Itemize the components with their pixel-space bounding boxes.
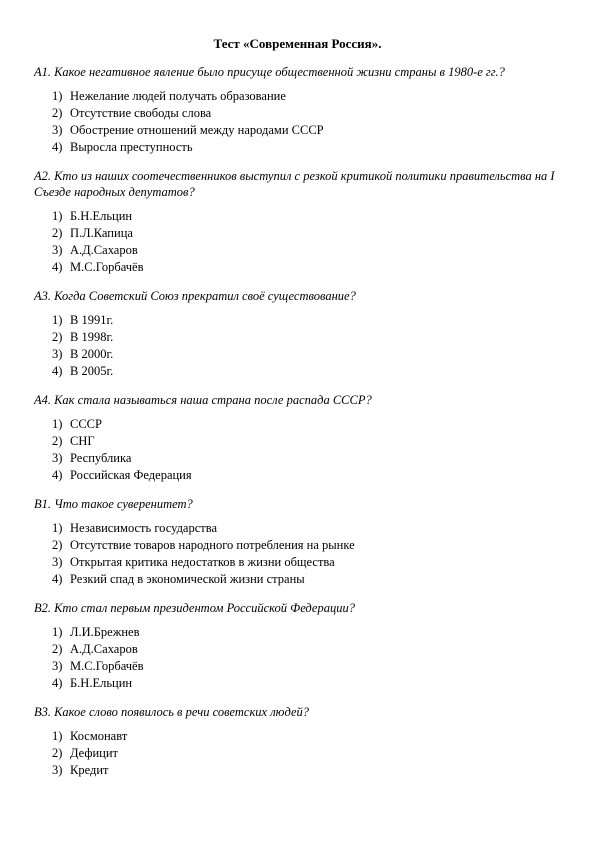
answer-text: В 1998г. [70,330,114,344]
answer-text: СНГ [70,434,95,448]
question-text: А3. Когда Советский Союз прекратил своё существование? [34,289,356,303]
answer-text: Республика [70,451,132,465]
answer-number: 1) [52,521,63,535]
answer-text: Резкий спад в экономической жизни страны [70,572,305,586]
question-text: В2. Кто стал первым президентом Российской Федерации? [34,601,355,615]
answer-number: 2) [52,106,63,120]
answer-text: В 1991г. [70,313,114,327]
question-list [34,64,564,791]
answer-list [34,728,564,779]
question-a1 [34,64,564,156]
answer-number: 3) [52,451,63,465]
answer-text: М.С.Горбачёв [70,260,144,274]
answer-list [34,312,564,380]
answer-text: М.С.Горбачёв [70,659,144,673]
question-text: В1. Что такое суверенитет? [34,497,193,511]
answer-option [52,450,564,467]
answer-option [52,571,564,588]
answer-number: 3) [52,243,63,257]
answer-number: 2) [52,538,63,552]
answer-option [52,728,564,745]
answer-option [52,658,564,675]
answer-text: Отсутствие товаров народного потребления на рынке [70,538,355,552]
answer-number: 2) [52,330,63,344]
answer-list [34,208,564,276]
answer-option [52,363,564,380]
answer-option [52,139,564,156]
answer-text: Космонавт [70,729,128,743]
page-title: Тест «Современная Россия». [213,36,382,51]
answer-option [52,467,564,484]
answer-text: Российская Федерация [70,468,192,482]
answer-option [52,259,564,276]
answer-option [52,745,564,762]
answer-option [52,762,564,779]
question-text: А2. Кто из наших соотечественников выступил с резкой критикой политики правительства на I Съезде народных депутатов? [34,169,555,199]
answer-option [52,329,564,346]
answer-number: 4) [52,676,63,690]
answer-number: 4) [52,140,63,154]
answer-number: 1) [52,313,63,327]
question-a4 [34,392,564,484]
answer-option [52,88,564,105]
question-text: В3. Какое слово появилось в речи советских людей? [34,705,310,719]
answer-option [52,312,564,329]
answer-text: А.Д.Сахаров [70,243,138,257]
answer-number: 3) [52,763,63,777]
answer-text: Нежелание людей получать образование [70,89,286,103]
question-b1 [34,496,564,588]
answer-text: Б.Н.Ельцин [70,209,133,223]
answer-number: 2) [52,746,63,760]
answer-number: 4) [52,260,63,274]
answer-number: 4) [52,468,63,482]
answer-option [52,122,564,139]
answer-option [52,641,564,658]
question-b2 [34,600,564,692]
answer-text: Л.И.Брежнев [70,625,140,639]
answer-number: 3) [52,347,63,361]
question-text: А4. Как стала называться наша страна после распада СССР? [34,393,372,407]
answer-option [52,624,564,641]
answer-number: 1) [52,89,63,103]
answer-number: 3) [52,555,63,569]
answer-text: Б.Н.Ельцин [70,676,133,690]
answer-list [34,624,564,692]
answer-option [52,537,564,554]
answer-list [34,416,564,484]
answer-text: П.Л.Капица [70,226,133,240]
answer-text: Выросла преступность [70,140,193,154]
answer-number: 1) [52,729,63,743]
answer-text: В 2000г. [70,347,114,361]
answer-list [34,520,564,588]
answer-text: Дефицит [70,746,119,760]
answer-number: 2) [52,226,63,240]
answer-text: Независимость государства [70,521,218,535]
answer-text: Кредит [70,763,109,777]
answer-list [34,88,564,156]
answer-number: 4) [52,572,63,586]
answer-option [52,346,564,363]
answer-number: 2) [52,642,63,656]
answer-option [52,105,564,122]
answer-option [52,433,564,450]
answer-option [52,520,564,537]
answer-number: 1) [52,209,63,223]
answer-text: Обострение отношений между народами СССР [70,123,324,137]
answer-option [52,554,564,571]
question-a2 [34,168,564,276]
answer-text: А.Д.Сахаров [70,642,138,656]
answer-text: В 2005г. [70,364,114,378]
answer-number: 3) [52,123,63,137]
answer-number: 1) [52,417,63,431]
answer-text: СССР [70,417,102,431]
answer-text: Отсутствие свободы слова [70,106,212,120]
answer-option [52,675,564,692]
answer-option [52,416,564,433]
answer-number: 3) [52,659,63,673]
answer-option [52,225,564,242]
answer-text: Открытая критика недостатков в жизни общества [70,555,335,569]
question-b3 [34,704,564,779]
question-a3 [34,288,564,380]
question-text: А1. Какое негативное явление было присуще общественной жизни страны в 1980-е гг.? [34,65,505,79]
answer-option [52,208,564,225]
answer-number: 4) [52,364,63,378]
answer-option [52,242,564,259]
answer-number: 1) [52,625,63,639]
answer-number: 2) [52,434,63,448]
